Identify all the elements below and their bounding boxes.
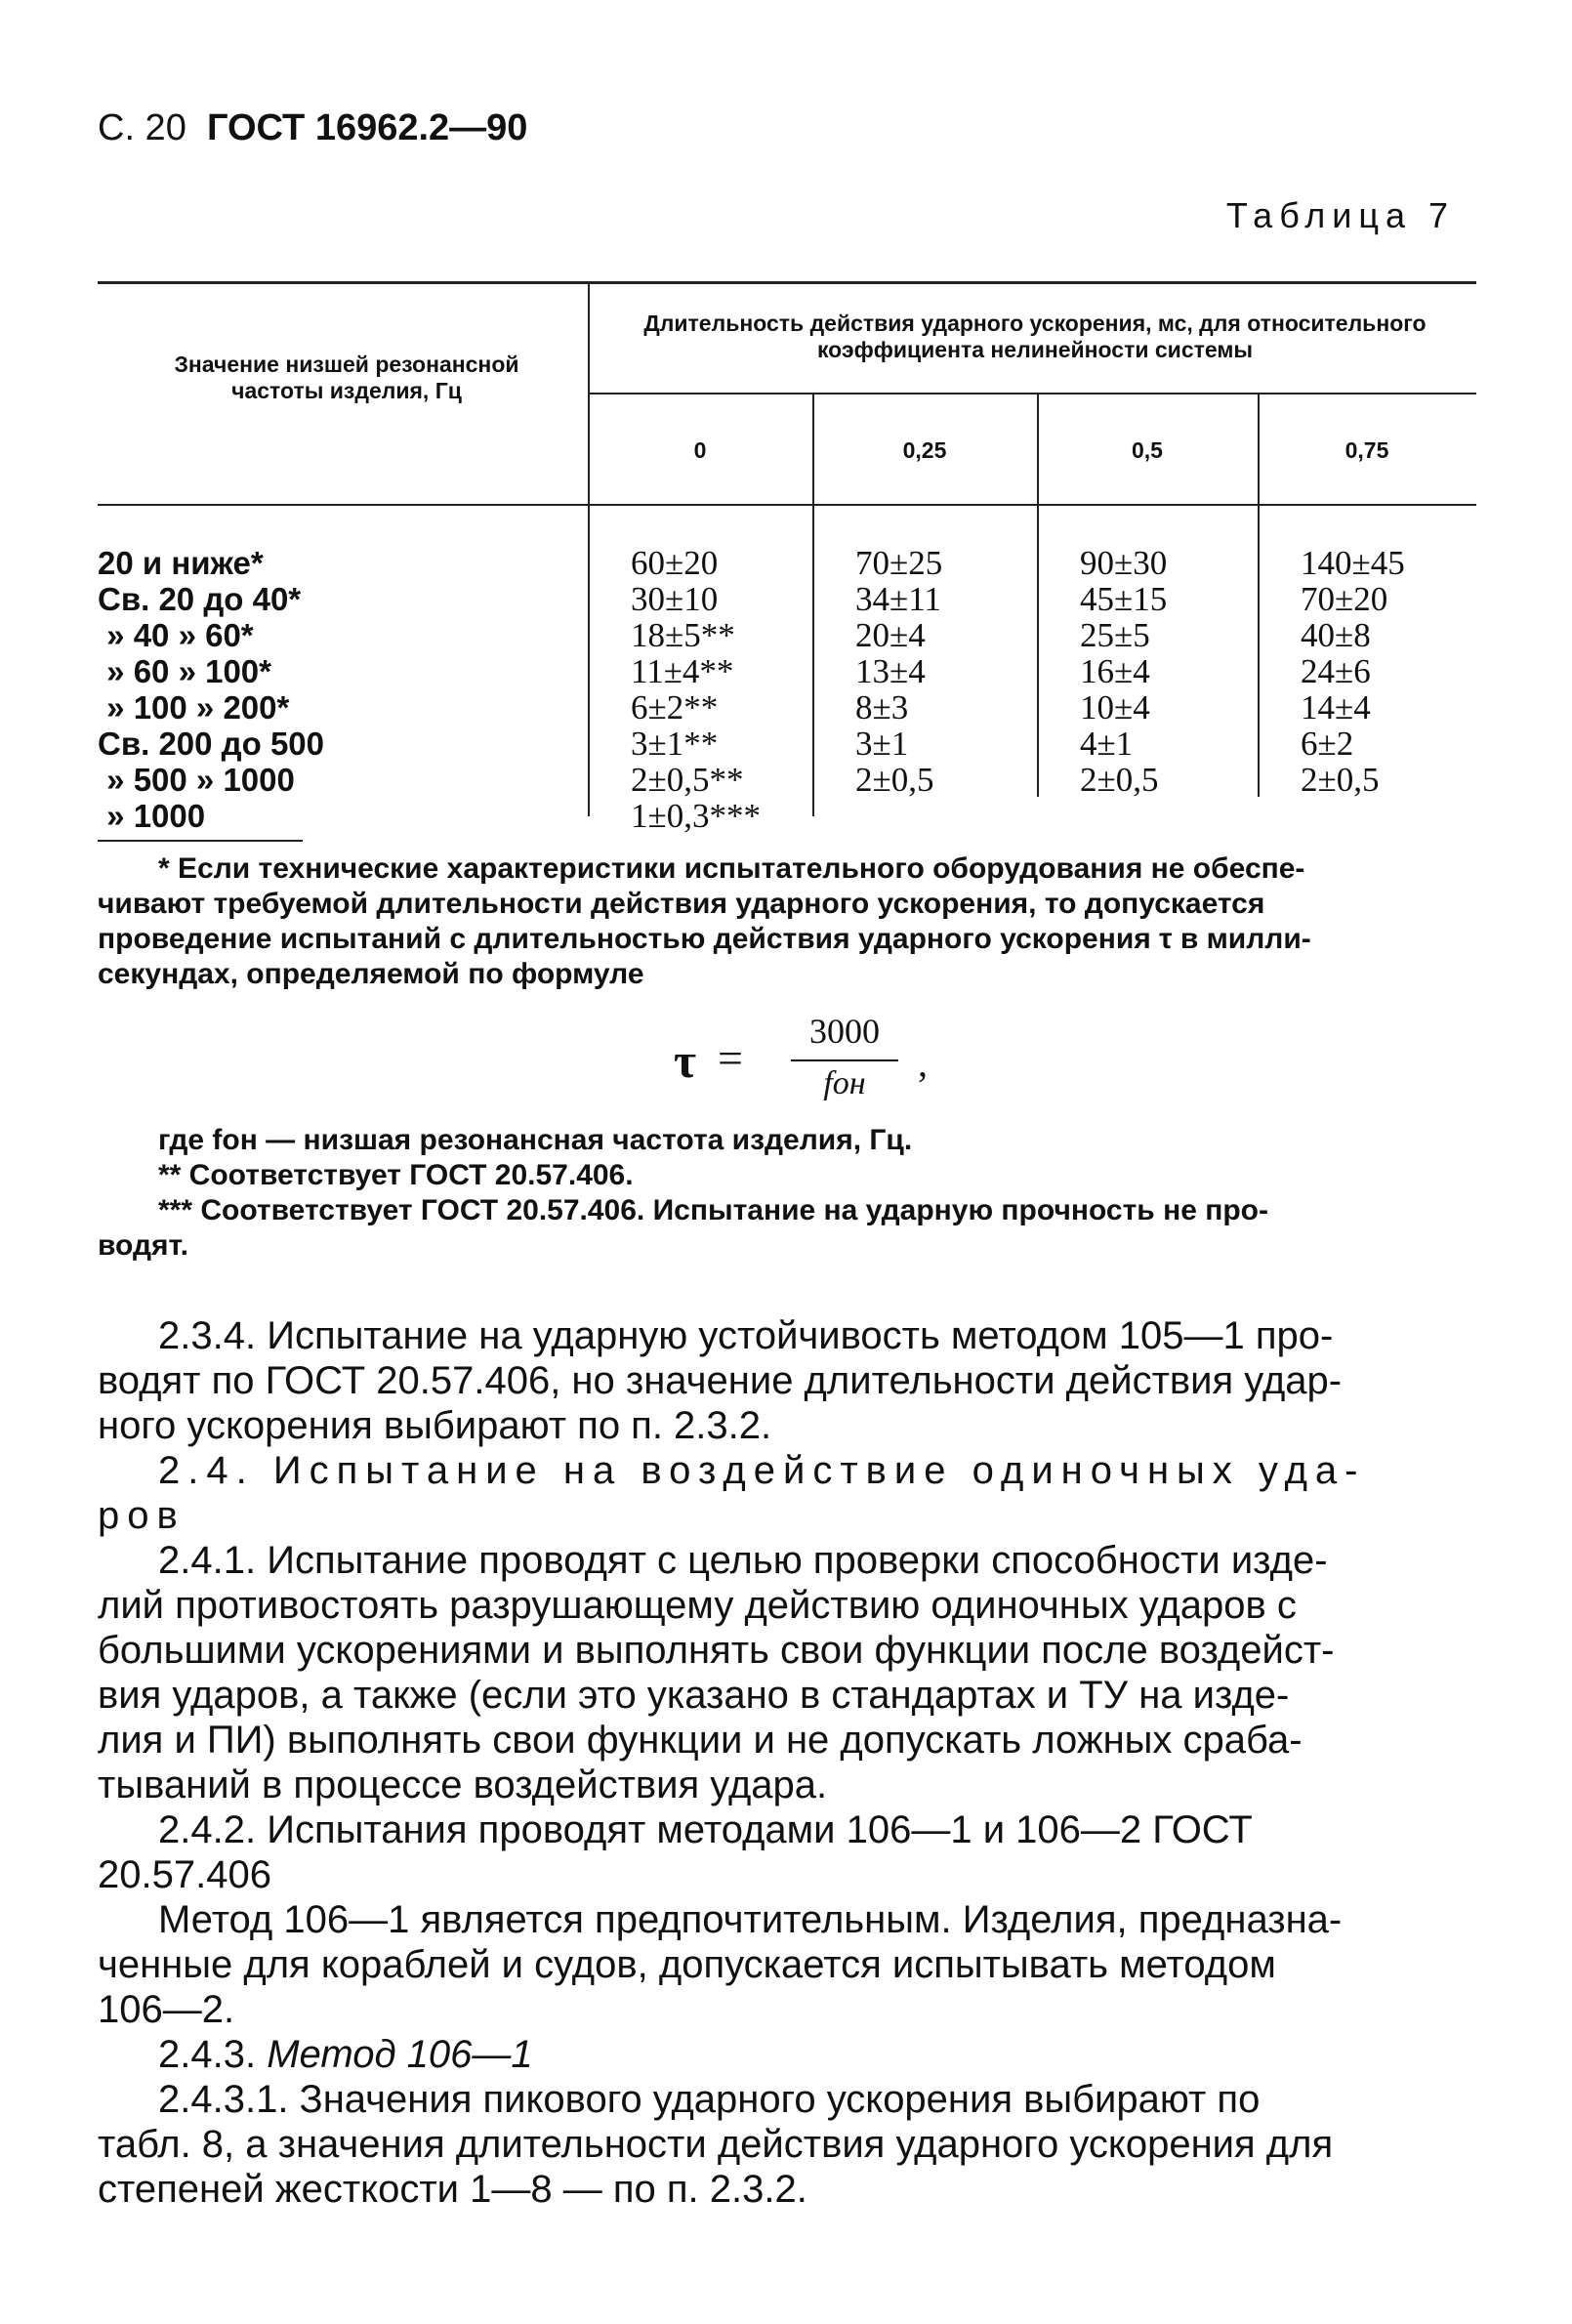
para-2-4-2: 2.4.2. Испытания проводят методами 106—1 и 106—2 ГОСТ xyxy=(158,1808,1253,1851)
table-cell: 2±0,5** xyxy=(631,761,744,799)
row-label: » 60 » 100* xyxy=(98,653,271,689)
para-method-pref: 106—2. xyxy=(98,1988,235,2031)
para-2-4-1: вия ударов, а также (если это указано в стандартах и ТУ на изде- xyxy=(98,1674,1290,1717)
row-label: Св. 20 до 40* xyxy=(98,581,302,617)
row-label: Св. 200 до 500 xyxy=(98,726,325,762)
table-cell: 2±0,5 xyxy=(1301,761,1380,799)
table-cell: 70±20 xyxy=(1301,580,1388,618)
footnote-1-line: проведение испытаний с длительностью действия ударного ускорения τ в милли- xyxy=(98,923,1311,955)
row-label: » 100 » 200* xyxy=(98,689,290,726)
para-2-4-2: 20.57.406 xyxy=(98,1853,271,1896)
table-cell: 45±15 xyxy=(1080,580,1168,618)
data-table xyxy=(98,281,1476,835)
para-2-4-1: тываний в процессе воздействия удара. xyxy=(98,1764,828,1806)
section-title-method: Метод 106—1 xyxy=(267,2033,533,2076)
subheader-rule xyxy=(588,393,1476,394)
formula-lhs: τ xyxy=(674,1033,697,1088)
para-2-4-1: лия и ПИ) выполнять свои функции и не допускать ложных сраба- xyxy=(98,1719,1303,1762)
table-cell: 2±0,5 xyxy=(1080,761,1159,799)
para-2-3-4: ного ускорения выбирают по п. 2.3.2. xyxy=(98,1404,772,1447)
table-footnotes xyxy=(98,851,1476,992)
tau-formula xyxy=(674,1011,967,1108)
footnote-1-line: секундах, определяемой по формуле xyxy=(98,958,644,990)
footnote-rule xyxy=(98,840,303,842)
table-cell: 16±4 xyxy=(1080,652,1150,690)
table-cell: 8±3 xyxy=(855,688,909,726)
table-cell: 6±2 xyxy=(1301,725,1354,763)
section-title-2-4: 2.4. Испытание на воздействие одиночных уда- xyxy=(158,1449,1366,1492)
col-divider-3b xyxy=(1037,504,1039,797)
footnote-3-line: водят. xyxy=(98,1229,188,1262)
formula-numerator: 3000 xyxy=(809,1012,880,1051)
row-label: » 40 » 60* xyxy=(98,617,254,653)
standard-id: ГОСТ 16962.2—90 xyxy=(206,107,528,148)
table-caption: Таблица 7 xyxy=(1225,195,1455,235)
footnote-1-line: * Если технические характеристики испытательного оборудования не обеспе- xyxy=(158,852,1305,885)
col-divider-1 xyxy=(588,281,590,816)
table-cell: 60±20 xyxy=(631,544,719,582)
formula-equals: = xyxy=(718,1033,743,1083)
subheader-0: 0 xyxy=(693,437,707,463)
para-2-4-3-1: степеней жесткости 1—8 — по п. 2.3.2. xyxy=(98,2168,807,2211)
section-title-2-4: ров xyxy=(98,1494,186,1537)
table-cell: 6±2** xyxy=(631,688,719,726)
formula-comma: , xyxy=(918,1041,928,1085)
table-cell: 25±5 xyxy=(1080,616,1150,654)
footnote-1-line: чивают требуемой длительности действия ударного ускорения, то допускается xyxy=(98,888,1265,920)
subheader-025: 0,25 xyxy=(902,437,947,463)
table-cell: 70±25 xyxy=(855,544,943,582)
para-2-4-1: большими ускорениями и выполнять свои функции после воздейст- xyxy=(98,1629,1335,1672)
table-cell: 14±4 xyxy=(1301,688,1371,726)
formula-denominator: fон xyxy=(823,1065,866,1101)
where-clause: где fон — низшая резонансная частота изделия, Гц. xyxy=(158,1124,913,1156)
table-cell: 3±1 xyxy=(855,725,909,763)
table-cell: 10±4 xyxy=(1080,688,1150,726)
header-bottom-rule xyxy=(98,504,1476,506)
para-method-pref: ченные для кораблей и судов, допускается испытывать методом xyxy=(98,1943,1276,1986)
row-label: » 500 » 1000 xyxy=(98,762,295,798)
table-cell: 1±0,3*** xyxy=(631,797,761,835)
table-top-rule xyxy=(98,281,1476,284)
table-cell: 2±0,5 xyxy=(855,761,934,799)
subheader-05: 0,5 xyxy=(1132,437,1163,463)
table-cell: 24±6 xyxy=(1301,652,1371,690)
para-2-4-3 xyxy=(158,2032,1474,2077)
para-2-3-4: водят по ГОСТ 20.57.406, но значение длительности действия удар- xyxy=(98,1359,1343,1402)
col-header-duration: Длительность действия ударного ускорения, мс, для относительного коэффициента нелинейности системы xyxy=(643,311,1427,362)
body-text xyxy=(98,1313,1474,2212)
table-cell: 4±1 xyxy=(1080,725,1134,763)
para-2-4-1: лий противостоять разрушающему действию одиночных ударов с xyxy=(98,1584,1297,1627)
page-number: С. 20 xyxy=(98,107,186,148)
para-method-pref: Метод 106—1 является предпочтительным. Изделия, предназна- xyxy=(158,1898,1343,1941)
row-label: » 1000 xyxy=(98,798,206,834)
footnote-3-line: *** Соответствует ГОСТ 20.57.406. Испытание на ударную прочность не про- xyxy=(158,1194,1268,1226)
table-cell: 20±4 xyxy=(855,616,926,654)
fraction-bar xyxy=(791,1059,898,1061)
col-divider-2b xyxy=(812,504,814,816)
table-cell: 30±10 xyxy=(631,580,719,618)
para-2-4-1: 2.4.1. Испытание проводят с целью проверки способности изде- xyxy=(158,1539,1328,1582)
table-cell: 34±11 xyxy=(855,580,941,618)
table-cell: 140±45 xyxy=(1301,544,1405,582)
footnotes-continued xyxy=(98,1123,1476,1264)
para-2-4-3-1: табл. 8, а значения длительности действия ударного ускорения для xyxy=(98,2123,1334,2166)
col-divider-4b xyxy=(1258,504,1260,797)
subheader-075: 0,75 xyxy=(1344,437,1389,463)
table-cell: 40±8 xyxy=(1301,616,1371,654)
footnote-2: ** Соответствует ГОСТ 20.57.406. xyxy=(158,1159,634,1191)
table-cell: 11±4** xyxy=(631,652,734,690)
table-cell: 18±5** xyxy=(631,616,735,654)
section-number: 2.4.3. xyxy=(158,2033,257,2076)
para-2-3-4: 2.3.4. Испытание на ударную устойчивость методом 105—1 про- xyxy=(158,1314,1334,1357)
col-header-frequency: Значение низшей резонансной частоты изделия, Гц xyxy=(174,352,519,403)
table-cell: 13±4 xyxy=(855,652,926,690)
para-2-4-3-1: 2.4.3.1. Значения пикового ударного ускорения выбирают по xyxy=(158,2078,1261,2121)
table-cell: 90±30 xyxy=(1080,544,1168,582)
table-cell: 3±1** xyxy=(631,725,719,763)
page-header xyxy=(98,107,527,149)
row-label: 20 и ниже* xyxy=(98,545,264,581)
